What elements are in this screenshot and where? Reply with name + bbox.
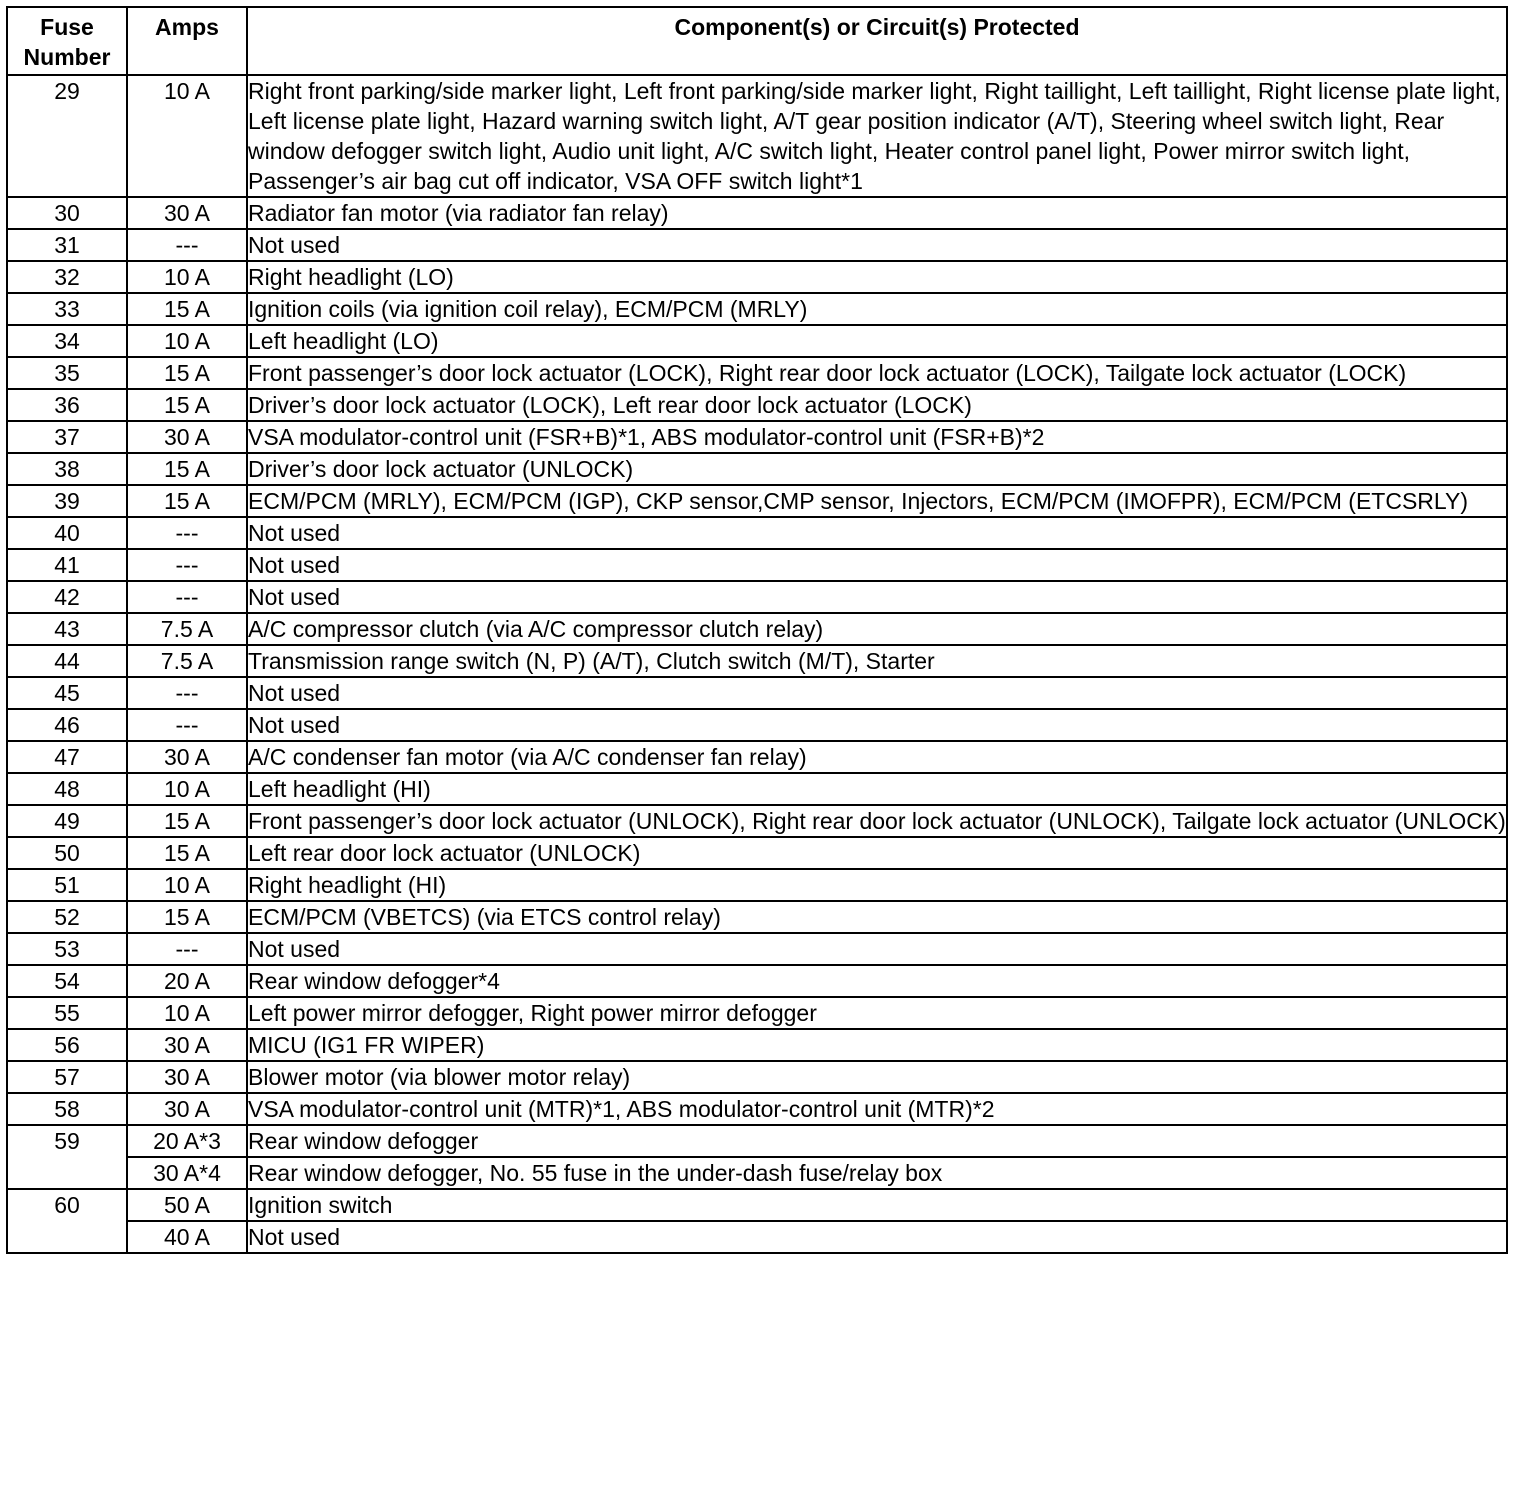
table-row <box>7 837 1507 869</box>
amps-cell: 30 A <box>127 197 247 229</box>
amps-cell: 30 A <box>127 421 247 453</box>
table-row <box>7 645 1507 677</box>
table-row <box>7 197 1507 229</box>
amps-cell: --- <box>127 933 247 965</box>
amps-cell: 30 A*4 <box>127 1157 247 1189</box>
fuse-number-cell: 58 <box>7 1093 127 1125</box>
fuse-number-cell: 36 <box>7 389 127 421</box>
table-row <box>7 325 1507 357</box>
component-cell: Driver’s door lock actuator (UNLOCK) <box>247 453 1507 485</box>
amps-cell: 50 A <box>127 1189 247 1221</box>
header-row <box>7 7 1507 75</box>
table-row <box>7 613 1507 645</box>
amps-cell: 10 A <box>127 75 247 197</box>
table-row <box>7 517 1507 549</box>
component-cell: Rear window defogger*4 <box>247 965 1507 997</box>
component-cell: Transmission range switch (N, P) (A/T), Clutch switch (M/T), Starter <box>247 645 1507 677</box>
table-row <box>7 709 1507 741</box>
component-cell: Ignition switch <box>247 1189 1507 1221</box>
table-row <box>7 869 1507 901</box>
amps-cell: --- <box>127 677 247 709</box>
fuse-number-cell: 57 <box>7 1061 127 1093</box>
table-row <box>7 549 1507 581</box>
component-cell: MICU (IG1 FR WIPER) <box>247 1029 1507 1061</box>
fuse-number-cell: 47 <box>7 741 127 773</box>
amps-cell: 15 A <box>127 805 247 837</box>
fuse-number-cell: 49 <box>7 805 127 837</box>
header-amps: Amps <box>127 7 247 75</box>
fuse-number-cell: 50 <box>7 837 127 869</box>
amps-cell: --- <box>127 229 247 261</box>
fuse-number-cell: 51 <box>7 869 127 901</box>
amps-cell: 20 A*3 <box>127 1125 247 1157</box>
component-cell: VSA modulator-control unit (MTR)*1, ABS modulator-control unit (MTR)*2 <box>247 1093 1507 1125</box>
table-row <box>7 901 1507 933</box>
fuse-number-cell: 41 <box>7 549 127 581</box>
component-cell: Rear window defogger <box>247 1125 1507 1157</box>
fuse-number-cell: 54 <box>7 965 127 997</box>
fuse-number-cell: 43 <box>7 613 127 645</box>
component-cell: Ignition coils (via ignition coil relay), ECM/PCM (MRLY) <box>247 293 1507 325</box>
component-cell: A/C compressor clutch (via A/C compressor clutch relay) <box>247 613 1507 645</box>
amps-cell: 30 A <box>127 1029 247 1061</box>
table-row <box>7 421 1507 453</box>
amps-cell: 15 A <box>127 485 247 517</box>
fuse-number-cell: 44 <box>7 645 127 677</box>
amps-cell: 40 A <box>127 1221 247 1253</box>
fuse-number-cell: 35 <box>7 357 127 389</box>
table-row <box>7 1125 1507 1157</box>
header-components: Component(s) or Circuit(s) Protected <box>247 7 1507 75</box>
fuse-number-cell: 29 <box>7 75 127 197</box>
component-cell: Right headlight (HI) <box>247 869 1507 901</box>
component-cell: Right headlight (LO) <box>247 261 1507 293</box>
fuse-number-cell: 52 <box>7 901 127 933</box>
fuse-number-cell: 48 <box>7 773 127 805</box>
component-cell: Not used <box>247 517 1507 549</box>
amps-cell: --- <box>127 709 247 741</box>
component-cell: Left headlight (HI) <box>247 773 1507 805</box>
fuse-number-cell: 31 <box>7 229 127 261</box>
component-cell: Radiator fan motor (via radiator fan relay) <box>247 197 1507 229</box>
component-cell: ECM/PCM (VBETCS) (via ETCS control relay) <box>247 901 1507 933</box>
amps-cell: 10 A <box>127 261 247 293</box>
fuse-number-cell: 55 <box>7 997 127 1029</box>
component-cell: Not used <box>247 549 1507 581</box>
table-row <box>7 357 1507 389</box>
fuse-number-cell: 45 <box>7 677 127 709</box>
amps-cell: --- <box>127 581 247 613</box>
amps-cell: 15 A <box>127 453 247 485</box>
table-row <box>7 677 1507 709</box>
amps-cell: 10 A <box>127 869 247 901</box>
fuse-number-cell: 46 <box>7 709 127 741</box>
component-cell: VSA modulator-control unit (FSR+B)*1, ABS modulator-control unit (FSR+B)*2 <box>247 421 1507 453</box>
amps-cell: --- <box>127 517 247 549</box>
component-cell: Not used <box>247 677 1507 709</box>
component-cell: Front passenger’s door lock actuator (UNLOCK), Right rear door lock actuator (UNLOCK), Tailgate lock actuator (UNLOCK) <box>247 805 1507 837</box>
table-row <box>7 805 1507 837</box>
amps-cell: 30 A <box>127 741 247 773</box>
amps-cell: 15 A <box>127 357 247 389</box>
table-row <box>7 293 1507 325</box>
table-row <box>7 261 1507 293</box>
table-row <box>7 1093 1507 1125</box>
component-cell: Not used <box>247 229 1507 261</box>
fuse-number-cell: 60 <box>7 1189 127 1253</box>
fuse-number-cell: 30 <box>7 197 127 229</box>
component-cell: Driver’s door lock actuator (LOCK), Left rear door lock actuator (LOCK) <box>247 389 1507 421</box>
amps-cell: 10 A <box>127 997 247 1029</box>
component-cell: Not used <box>247 581 1507 613</box>
amps-cell: 15 A <box>127 293 247 325</box>
fuse-number-cell: 39 <box>7 485 127 517</box>
component-cell: Not used <box>247 933 1507 965</box>
fuse-table-body <box>7 75 1507 1253</box>
table-row <box>7 741 1507 773</box>
amps-cell: 10 A <box>127 773 247 805</box>
component-cell: Left headlight (LO) <box>247 325 1507 357</box>
component-cell: ECM/PCM (MRLY), ECM/PCM (IGP), CKP sensor,CMP sensor, Injectors, ECM/PCM (IMOFPR), ECM/PCM (ETCSRLY) <box>247 485 1507 517</box>
component-cell: Front passenger’s door lock actuator (LOCK), Right rear door lock actuator (LOCK), Tailgate lock actuator (LOCK) <box>247 357 1507 389</box>
component-cell: Blower motor (via blower motor relay) <box>247 1061 1507 1093</box>
amps-cell: 15 A <box>127 901 247 933</box>
table-row <box>7 933 1507 965</box>
fuse-number-cell: 59 <box>7 1125 127 1189</box>
fuse-number-cell: 42 <box>7 581 127 613</box>
table-row <box>7 1157 1507 1189</box>
amps-cell: 7.5 A <box>127 613 247 645</box>
amps-cell: 15 A <box>127 837 247 869</box>
component-cell: Right front parking/side marker light, Left front parking/side marker light, Right taillight, Left taillight, Right license plate light, Left license plate light, Hazard warning switch light, A/T gear position indicator (A/T), Steering wheel switch light, Rear window defogger switch light, Audio unit light, A/C switch light, Heater control panel light, Power mirror switch light, Passenger’s air bag cut off indicator, VSA OFF switch light*1 <box>247 75 1507 197</box>
table-row <box>7 1029 1507 1061</box>
amps-cell: 7.5 A <box>127 645 247 677</box>
component-cell: Not used <box>247 1221 1507 1253</box>
amps-cell: 30 A <box>127 1093 247 1125</box>
fuse-number-cell: 38 <box>7 453 127 485</box>
table-row <box>7 75 1507 197</box>
table-row <box>7 485 1507 517</box>
amps-cell: 10 A <box>127 325 247 357</box>
amps-cell: --- <box>127 549 247 581</box>
header-fuse-number: Fuse Number <box>7 7 127 75</box>
fuse-number-cell: 32 <box>7 261 127 293</box>
component-cell: Left power mirror defogger, Right power mirror defogger <box>247 997 1507 1029</box>
fuse-table <box>6 6 1508 1254</box>
fuse-number-cell: 53 <box>7 933 127 965</box>
table-row <box>7 389 1507 421</box>
amps-cell: 30 A <box>127 1061 247 1093</box>
table-row <box>7 581 1507 613</box>
component-cell: Rear window defogger, No. 55 fuse in the under-dash fuse/relay box <box>247 1157 1507 1189</box>
table-row <box>7 1189 1507 1221</box>
table-row <box>7 453 1507 485</box>
amps-cell: 20 A <box>127 965 247 997</box>
table-row <box>7 997 1507 1029</box>
table-row <box>7 229 1507 261</box>
component-cell: Not used <box>247 709 1507 741</box>
table-row <box>7 1061 1507 1093</box>
fuse-number-cell: 40 <box>7 517 127 549</box>
component-cell: Left rear door lock actuator (UNLOCK) <box>247 837 1507 869</box>
fuse-number-cell: 37 <box>7 421 127 453</box>
table-row <box>7 965 1507 997</box>
amps-cell: 15 A <box>127 389 247 421</box>
fuse-number-cell: 33 <box>7 293 127 325</box>
component-cell: A/C condenser fan motor (via A/C condenser fan relay) <box>247 741 1507 773</box>
fuse-number-cell: 56 <box>7 1029 127 1061</box>
table-row <box>7 1221 1507 1253</box>
fuse-number-cell: 34 <box>7 325 127 357</box>
table-row <box>7 773 1507 805</box>
